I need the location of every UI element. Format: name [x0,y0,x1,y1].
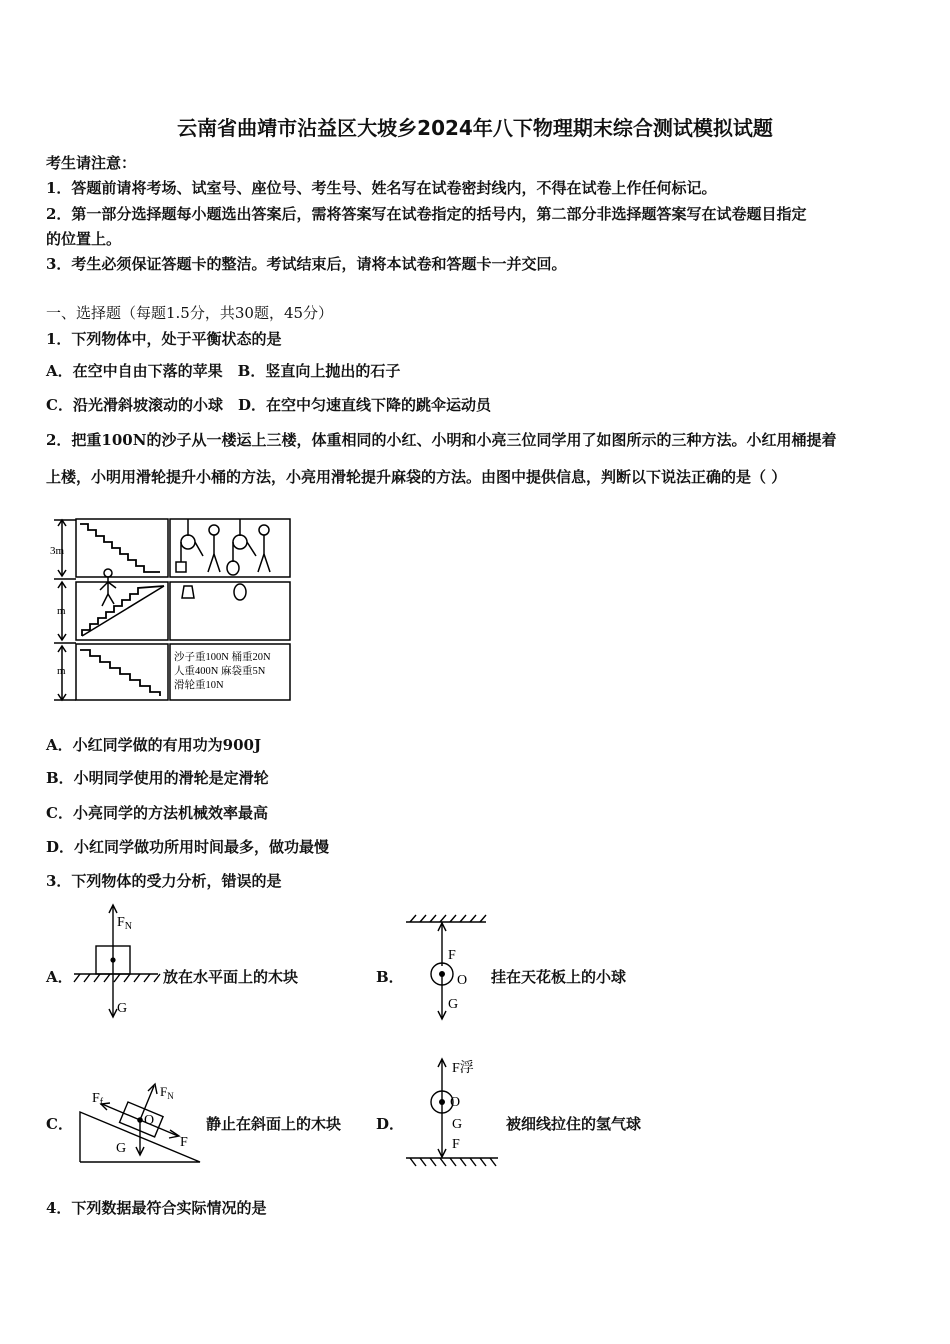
force-subscript: f [99,1097,104,1108]
notice-item: 的位置上。 [46,230,122,248]
force-label: F [180,1135,188,1150]
svg-text:FN [117,915,132,932]
page-title: 云南省曲靖市沾益区大坡乡2024年八下物理期末综合测试模拟试题 [177,116,773,140]
q3-caption: 放在水平面上的木块 [163,968,299,986]
figure-info: 滑轮重10N [174,680,224,691]
force-label: G [452,1117,463,1132]
notice-item: 2．第一部分选择题每小题选出答案后，需将答案写在试卷指定的括号内，第二部分非选择题答案写在试卷题目指定 [46,205,807,223]
force-label: F [92,1091,100,1106]
center-label: O [457,973,468,988]
force-label: F [160,1084,168,1099]
force-label: F [448,948,456,963]
q2-stem: 上楼，小明用滑轮提升小桶的方法，小亮用滑轮提升麻袋的方法。由图中提供信息，判断以下说法正确的是（ ） [46,468,787,486]
height-label: 3m [50,545,65,557]
stairs-pulley-figure [48,516,298,706]
force-subscript: N [124,921,133,932]
force-label: F浮 [452,1061,474,1076]
force-label: G [116,1141,127,1156]
q3-option-letter: C． [46,1115,73,1133]
figure-info: 沙子重100N 桶重20N [174,652,271,663]
q3-caption: 静止在斜面上的木块 [206,1115,342,1133]
force-label: F [452,1137,460,1152]
q2-option: A．小红同学做的有用功为900J [46,736,262,754]
q3-option-letter: A． [46,968,73,986]
q3-caption: 被细线拉住的氢气球 [506,1115,642,1133]
center-label: O [450,1095,461,1110]
section-heading: 一、选择题（每题1.5分，共30题，45分） [46,304,334,322]
force-subscript: N [167,1091,174,1101]
balloon-diagram [402,1054,506,1168]
center-label: O [144,1113,155,1128]
figure-info: 人重400N 麻袋重5N [174,666,266,677]
q1-stem: 1．下列物体中，处于平衡状态的是 [46,330,282,348]
q2-stem: 2．把重100N的沙子从一楼运上三楼，体重相同的小红、小明和小亮三位同学用了如图所示的三种方法。小红用桶提着 [46,431,837,449]
force-label: G [448,997,459,1012]
block-on-floor-diagram [70,900,166,1022]
ball-on-ceiling-diagram [400,912,496,1024]
q1-options-row2: C．沿光滑斜坡滚动的小球 D．在空中匀速直线下降的跳伞运动员 [46,396,491,414]
block-on-incline-diagram [76,1078,206,1168]
q3-option-letter: D． [376,1115,405,1133]
height-label: m [57,605,66,617]
svg-text:Ff [92,1091,104,1108]
q2-option: C．小亮同学的方法机械效率最高 [46,804,268,822]
height-label: m [57,665,66,677]
q4-stem: 4．下列数据最符合实际情况的是 [46,1199,267,1217]
q1-options-row1: A．在空中自由下落的苹果 B．竖直向上抛出的石子 [46,362,401,380]
notice-item: 3．考生必须保证答题卡的整洁。考试结束后，请将本试卷和答题卡一并交回。 [46,255,567,273]
notice-item: 1．答题前请将考场、试室号、座位号、考生号、姓名写在试卷密封线内，不得在试卷上作任何标记。 [46,179,717,197]
q3-option-letter: B． [376,968,404,986]
svg-text:FN [160,1084,174,1101]
q2-option: D．小红同学做功所用时间最多，做功最慢 [46,838,330,856]
notice-heading: 考生请注意： [46,154,137,172]
q3-stem: 3．下列物体的受力分析，错误的是 [46,872,282,890]
q2-option: B．小明同学使用的滑轮是定滑轮 [46,769,269,787]
force-label: F [117,915,125,930]
force-label: G [117,1001,128,1016]
q3-caption: 挂在天花板上的小球 [491,968,627,986]
